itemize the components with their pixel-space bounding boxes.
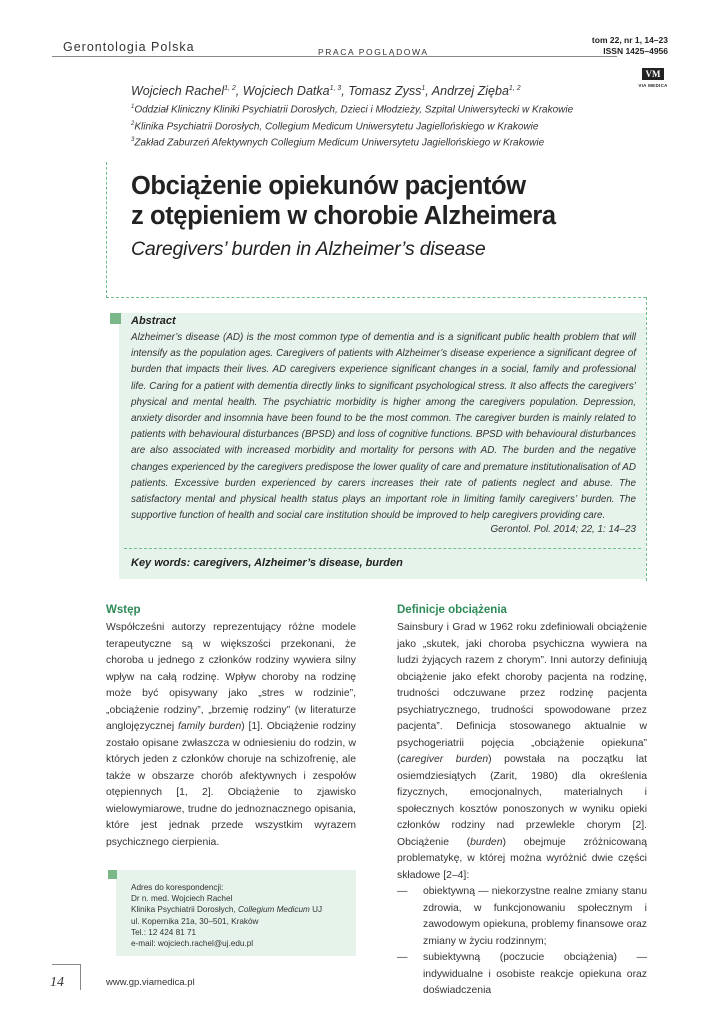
footer-divider [80, 964, 81, 990]
corr-line: Adres do korespondencji: [131, 883, 224, 892]
corr-email[interactable]: e-mail: wojciech.rachel@uj.edu.pl [131, 939, 254, 949]
affiliation-text: Klinika Psychiatrii Dorosłych, Collegium Medicum Uniwersytetu Jagiellońskiego w Krakowie [134, 121, 539, 133]
correspondence-marker [108, 870, 117, 879]
journal-name: Gerontologia Polska [63, 40, 195, 54]
definitions-paragraph [397, 620, 647, 884]
author-name: Wojciech Rachel [131, 84, 225, 98]
list-dash: — [397, 952, 408, 963]
corr-line: Tel.: 12 424 81 71 [131, 927, 197, 937]
abstract-heading: Abstract [131, 315, 176, 327]
affiliation [131, 104, 573, 115]
volume-line: tom 22, nr 1, 14–23 [591, 35, 668, 45]
text-run: Współcześni autorzy reprezentujący różne modele terapeutyczne są w większości przekonani, że choroba u jednego z członków rodziny wywiera silny wpływ na całą rodzinę. Wpływ choroby na rodzinę może być opisywany jako „stres w rodzinie”, „obciążenie rodziny”, „brzemię rodziny” (w literaturze anglojęzycznej [106, 622, 356, 732]
abstract-text: Alzheimer’s disease (AD) is the most common type of dementia and is a significant public health problem that will intensify as the population ages. Caregivers of patients with Alzheimer’s disease experience a significant degree of burden that impacts their lives. AD caregivers experience significant changes in a social, family and professional life. Caring for a patient with dementia directly links to significant psychological stress. It also affects the caregivers’ physical and mental health. The psychiatric morbidity is higher among the caregivers population. Depression, anxiety disorder and insomnia have been found to be the most common. The caregiver burden is mainly related to patients with behavioural disturbances (BPSD) and loss of cognitive functions. BPSD with behavioural disturbances are also associated with increased morbidity and mortality for persons with AD. The burden and the negative changes experienced by the caregivers predispose the lower quality of care and premature institutionalisation of AD patients. Excessive burden experienced by carers increases their rate of patients neglect and abuse. The satisfactory mental and physical health status plays an important role in limiting family caregivers’ burden. The supportive function of health and social care institution should be improved to help caregivers providing care. [131, 332, 636, 522]
definitions-text [397, 620, 647, 1000]
publisher-logo [632, 64, 674, 88]
author-sup: 1, 2 [508, 84, 521, 92]
article-title [131, 171, 556, 231]
author-sup: 1, 2 [224, 84, 236, 92]
corr-line: Dr n. med. Wojciech Rachel [131, 894, 233, 904]
text-run-italic: Collegium Medicum [237, 905, 310, 915]
issn-line: ISSN 1425–4956 [603, 45, 668, 56]
text-run: ) [1]. Obciążenie rodziny zostało opisane zwłaszcza w odniesieniu do rodzin, w których jeden z członków choruje na schizofrenię, ale także w obszarze chorób afektywnych i zespołów otępiennych [1, 2]. Obciążenie to zjawisko wielowymiarowe, trudne do jednoznacznego opisania, które jest jednak przede wszystkim wyrazem psychicznego cierpienia. [106, 721, 356, 848]
correspondence-text [131, 882, 322, 949]
frame-dash-top [106, 297, 646, 298]
section-heading-definitions: Definicje obciążenia [397, 604, 507, 616]
keywords-divider [124, 548, 641, 549]
text-run: ) obejmuje zróżnicowaną problematykę, w której można wyróżnić dwie części składowe [2–4]: [397, 836, 647, 881]
title-line: z otępieniem w chorobie Alzheimera [131, 202, 556, 230]
affiliation-text: Zakład Zaburzeń Afektywnych Collegium Medicum Uniwersytetu Jagiellońskiego w Krakowie [134, 137, 545, 149]
author-list: Wojciech Rachel$^{1, 2}$, Wojciech Datka$^{1, 3}$, Tomasz Zyss$^1$, Andrzej Zięba$^{1, 2}$ [131, 84, 521, 98]
text-run-italic: caregiver burden [400, 754, 489, 765]
section-heading-intro: Wstęp [106, 604, 141, 616]
author-name: Andrzej Zięba [431, 84, 509, 98]
text-run-italic: family burden [177, 721, 242, 732]
title-line: Obciążenie opiekunów pacjentów [131, 172, 526, 200]
author-sup: 1 [421, 84, 426, 92]
text-run: ) powstała na początku lat osiemdziesiątych (Zarit, 1980) dla określenia fizycznych, emocjonalnych, materialnych i społecznych kosztów ponoszonych w wyniku opieki członków rodziny nad przewlekle chorym [2]. Obciążenie ( [397, 754, 648, 848]
frame-dash-right [646, 297, 647, 581]
frame-dash-left [106, 162, 107, 298]
affiliation-num: 1 [131, 104, 135, 110]
text-run: Klinika Psychiatrii Dorosłych, [131, 905, 238, 915]
text-run-italic: burden [470, 836, 503, 848]
citation: Gerontol. Pol. 2014; 22, 1: 14–23 [490, 524, 636, 535]
affiliation [131, 137, 544, 148]
article-subtitle: Caregivers’ burden in Alzheimer’s disease [131, 238, 486, 260]
section-label: PRACA POGLĄDOWA [318, 47, 429, 57]
list-item-text: obiektywną — niekorzystne realne zmiany stanu zdrowia, w funkcjonowaniu społecznym i zawodowym opiekuna, problemy finansowe oraz zmiany w życiu rodzinnym; [423, 886, 647, 947]
logo-text: VIA MEDICA [638, 83, 668, 88]
intro-paragraph [106, 620, 356, 851]
footer-rule [52, 964, 80, 965]
volume-info [560, 35, 668, 56]
text-run: Sainsbury i Grad w 1962 roku zdefiniowali obciążenie jako „skutek, jaki choroba psychiczna wywiera na ludzi żyjących razem z chorym”. Inni autorzy definiują obciążenie jako efekt choroby pacjenta na rodzinę, trudności odczuwane przez rodzinę pacjenta psychiatrycznego, trudności spowodowane przez pacjenta”. Definicja stosowanego aktualnie w psychogeriatrii pojęcia „obciążenie opiekuna” ( [397, 622, 647, 765]
abstract-marker [110, 313, 121, 324]
list-dash: — [397, 886, 408, 897]
list-item [397, 950, 647, 1000]
list-item [397, 884, 647, 950]
author-sup: 1, 3 [329, 84, 342, 92]
list-item-text: subiektywną (poczucie obciążenia) — indywidualne i osobiste reakcje opiekuna oraz doświadczenia [423, 952, 647, 996]
logo-mark: VM [642, 68, 664, 80]
keywords: Key words: caregivers, Alzheimer’s disease, burden [131, 557, 403, 569]
text-run: UJ [309, 905, 323, 915]
page-number: 14 [50, 975, 64, 990]
affiliation-text: Oddział Kliniczny Kliniki Psychiatrii Dorosłych, Dzieci i Młodzieży, Szpital Uniwersytecki w Krakowie [134, 104, 574, 116]
author-name: Wojciech Datka [242, 84, 330, 98]
corr-line [131, 904, 322, 915]
affiliation [131, 121, 538, 132]
affiliation-num: 3 [131, 137, 135, 143]
footer-url[interactable]: www.gp.viamedica.pl [106, 977, 195, 988]
corr-line: ul. Kopernika 21a, 30–501, Kraków [131, 916, 259, 926]
affiliation-num: 2 [131, 121, 135, 127]
intro-text [106, 620, 356, 851]
author-name: Tomasz Zyss [348, 84, 422, 98]
